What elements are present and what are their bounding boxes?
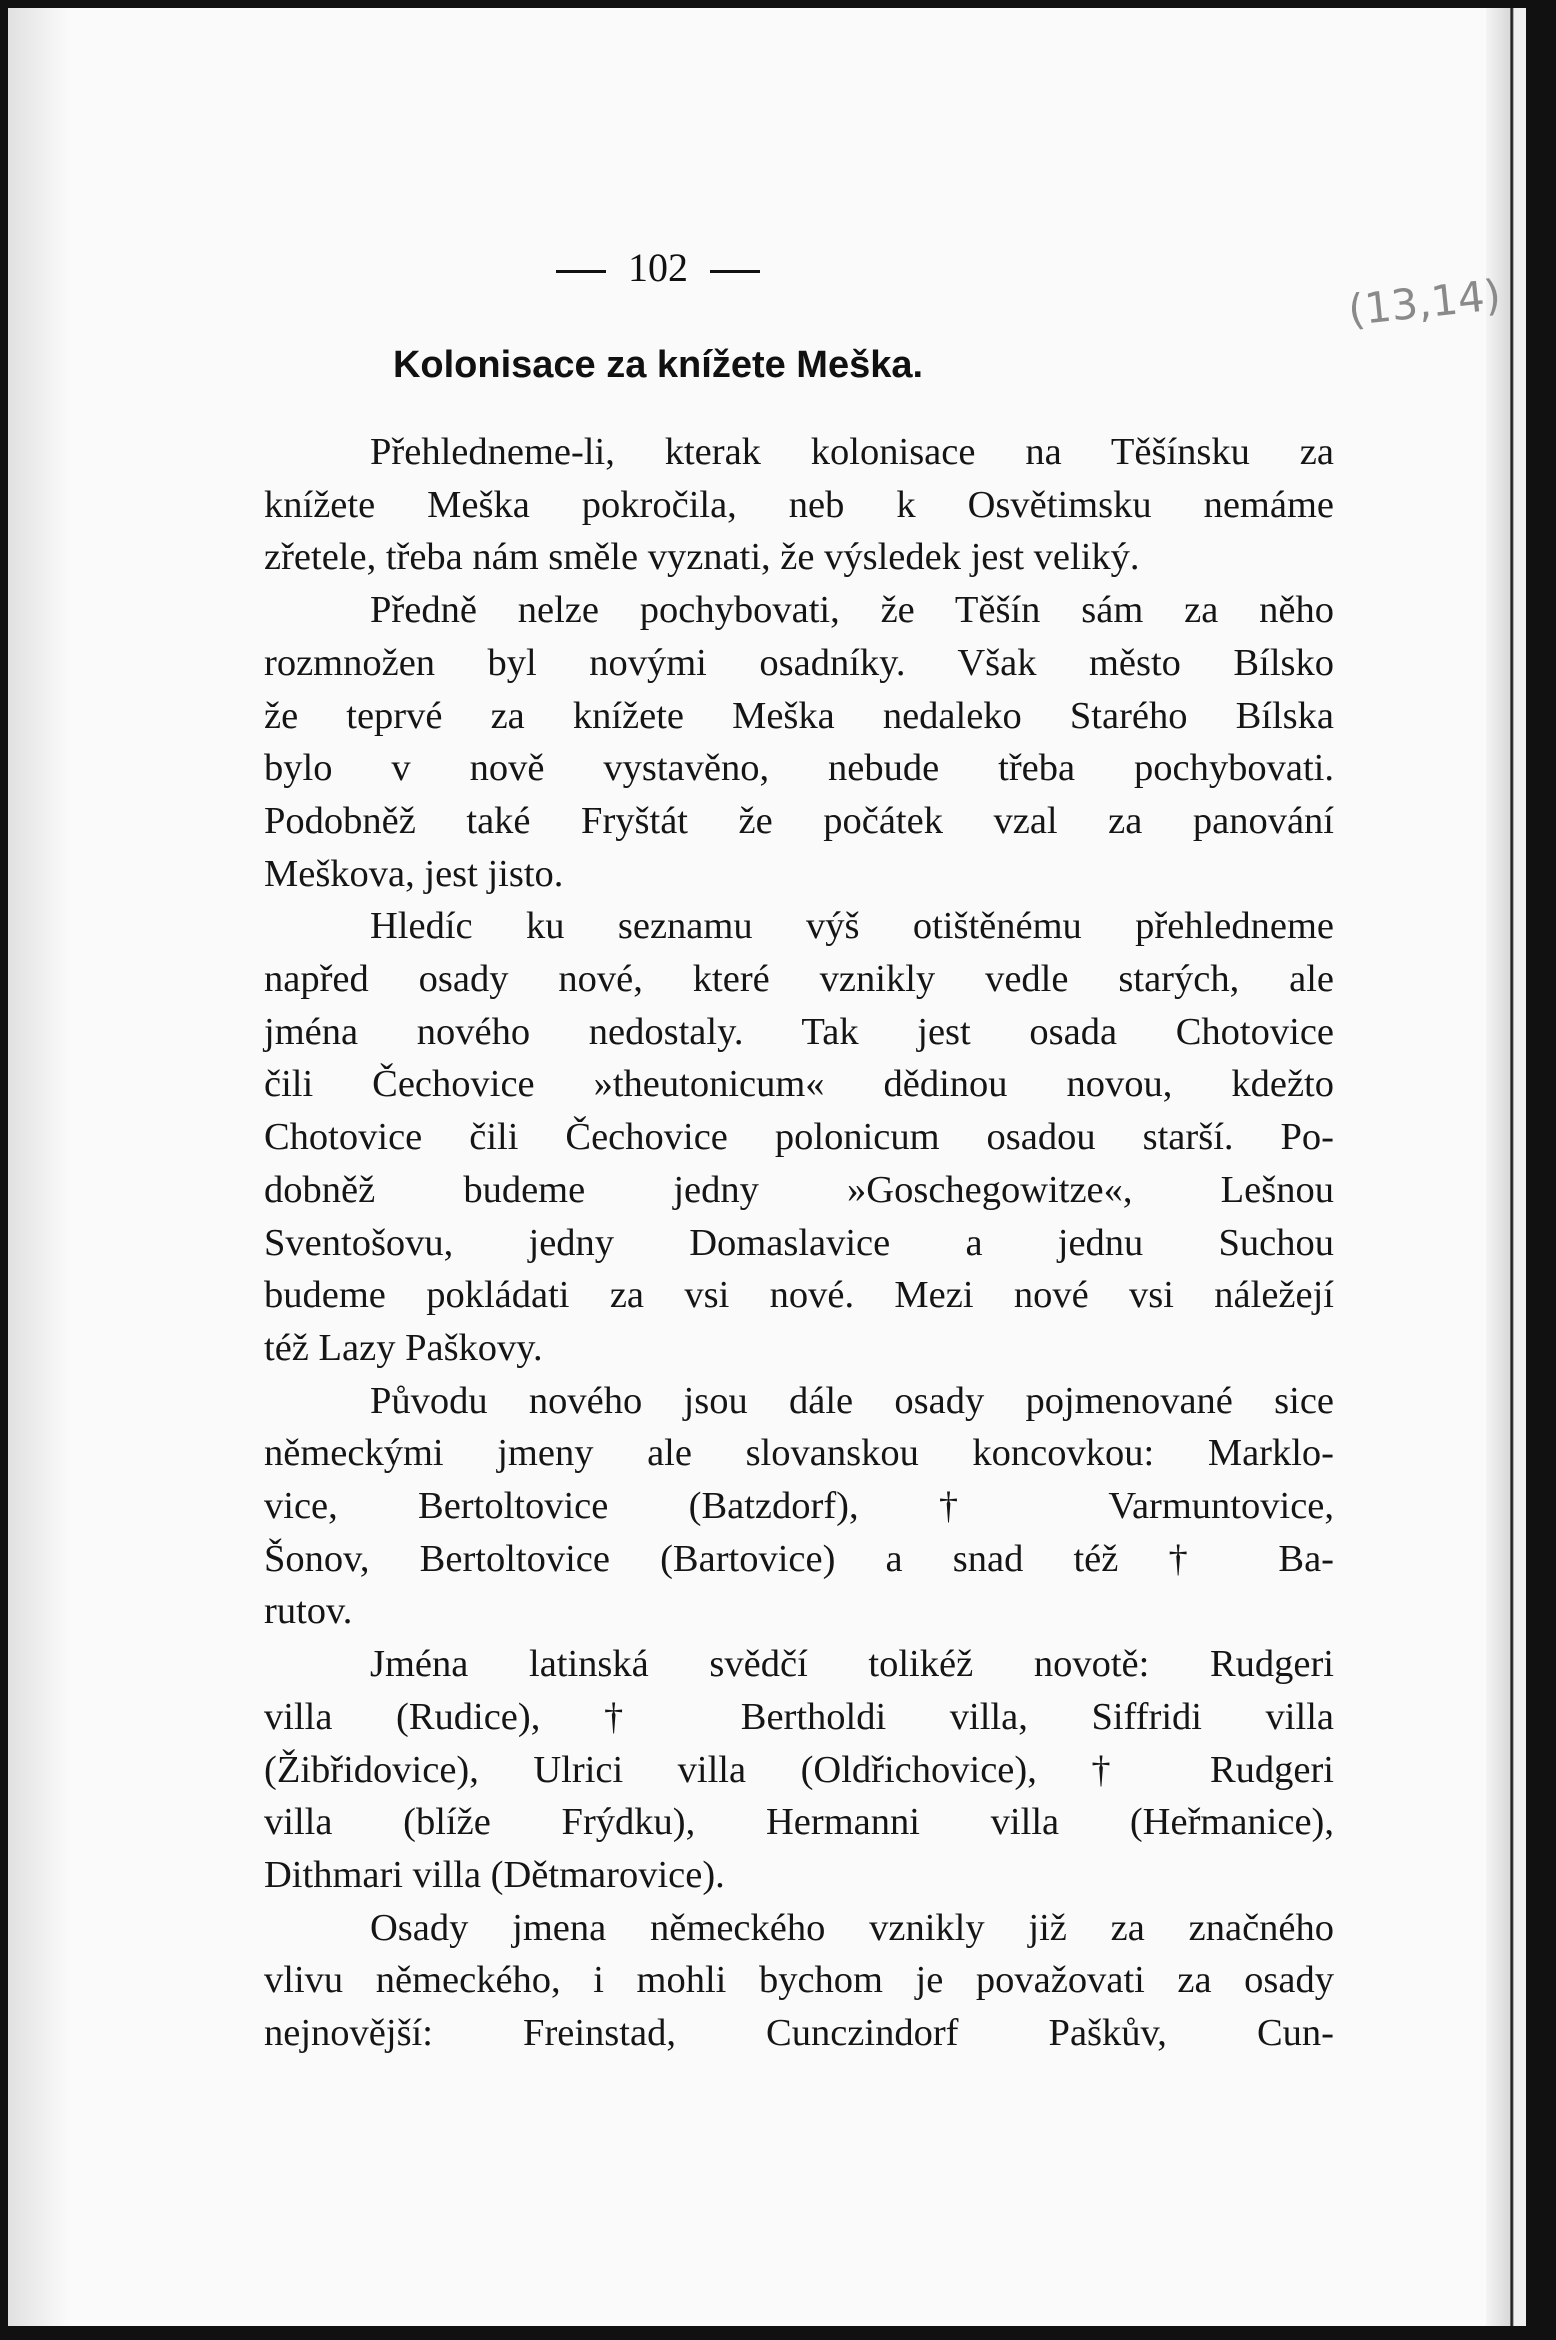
text-line: Přehledneme-li, kterak kolonisace na Těšínsku za (370, 431, 1334, 473)
text-line: rutov. (264, 1590, 353, 1633)
text-line: Dithmari villa (Dětmarovice). (264, 1853, 725, 1896)
text-line: napřed osady nové, které vznikly vedle starých, ale (264, 958, 1334, 1001)
page-header (8, 244, 1308, 291)
text-line: že teprvé za knížete Meška nedaleko Starého Bílska (264, 694, 1334, 737)
text-line: Podobněž také Fryštát že počátek vzal za panování (264, 799, 1334, 842)
book-page (8, 8, 1526, 2326)
pencil-annotation: (13,14) (1345, 270, 1504, 335)
text-line: villa (Rudice), † Bertholdi villa, Siffridi villa (264, 1695, 1334, 1738)
text-line: bylo v nově vystavěno, nebude třeba pochybovati. (264, 747, 1334, 790)
text-line: Chotovice čili Čechovice polonicum osadou starší. Po- (264, 1116, 1334, 1159)
header-dash-right (710, 270, 760, 273)
text-line: Meškova, jest jisto. (264, 852, 564, 895)
page-number: 102 (628, 245, 688, 290)
text-line: Jména latinská svědčí tolikéž novotě: Rudgeri (370, 1643, 1334, 1686)
text-line: Osady jmena německého vznikly již za značného (370, 1906, 1334, 1949)
text-line: Předně nelze pochybovati, že Těšín sám za něho (370, 589, 1334, 632)
text-line: villa (blíže Frýdku), Hermanni villa (Heřmanice), (264, 1801, 1334, 1844)
text-line: Původu nového jsou dále osady pojmenované sice (370, 1379, 1334, 1422)
body-text (264, 426, 1334, 2060)
scan-right-border (1486, 8, 1526, 2326)
text-line: Šonov, Bertoltovice (Bartovice) a snad též † Ba- (264, 1537, 1334, 1580)
header-dash-left (556, 270, 606, 273)
text-line: německými jmeny ale slovanskou koncovkou: Marklo- (264, 1432, 1334, 1475)
section-title: Kolonisace za knížete Meška. (392, 344, 924, 386)
text-line: dobněž budeme jedny »Goschegowitze«, Lešnou (264, 1168, 1334, 1211)
text-line: jména nového nedostaly. Tak jest osada Chotovice (264, 1010, 1334, 1053)
text-line: budeme pokládati za vsi nové. Mezi nové vsi náležejí (264, 1274, 1334, 1317)
text-line: též Lazy Paškovy. (264, 1326, 543, 1369)
text-line: nejnovější: Freinstad, Cunczindorf Paškův, Cun- (264, 2012, 1334, 2055)
text-line: (Žibřidovice), Ulrici villa (Oldřichovice), † Rudgeri (264, 1748, 1334, 1791)
text-line: rozmnožen byl novými osadníky. Však město Bílsko (264, 641, 1334, 684)
text-line: čili Čechovice »theutonicum« dědinou novou, kdežto (264, 1063, 1334, 1106)
text-line: vlivu německého, i mohli bychom je považovati za osady (264, 1959, 1334, 2002)
text-line: zřetele, třeba nám směle vyznati, že výsledek jest veliký. (264, 536, 1140, 579)
text-line: Hledíc ku seznamu výš otištěnému přehledneme (370, 905, 1334, 948)
text-line: vice, Bertoltovice (Batzdorf), † Varmuntovice, (264, 1485, 1334, 1528)
text-line: Sventošovu, jedny Domaslavice a jednu Suchou (264, 1221, 1334, 1264)
text-line: knížete Meška pokročila, neb k Osvětimsku nemáme (264, 483, 1334, 526)
